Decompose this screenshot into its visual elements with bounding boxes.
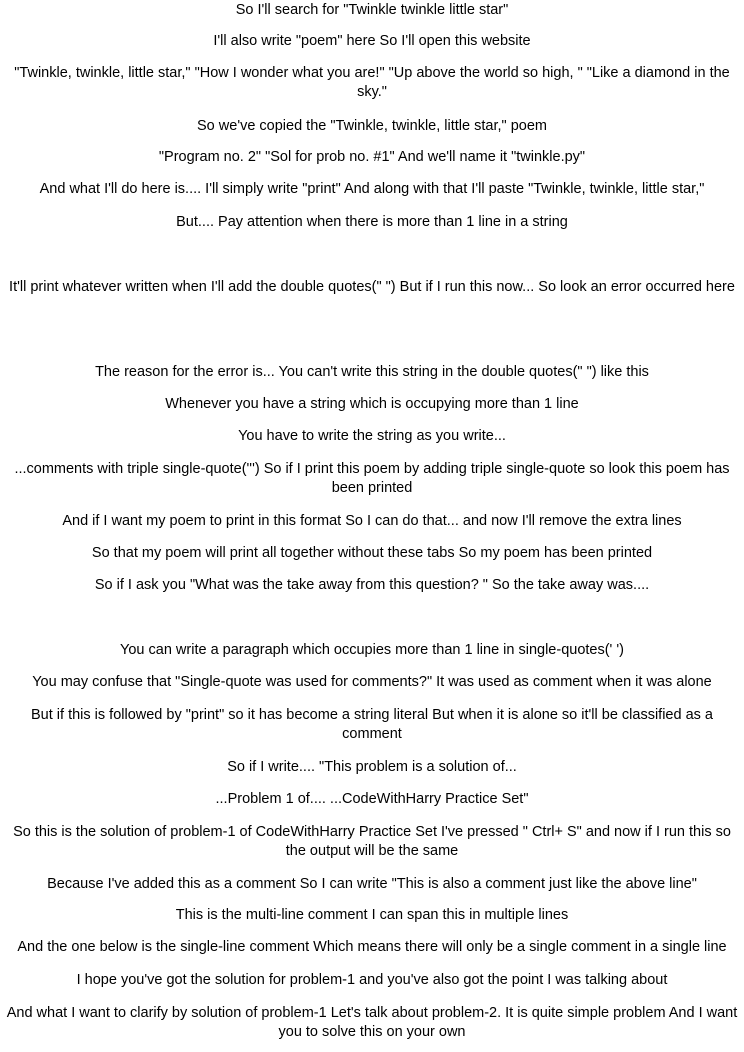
transcript-line: But if this is followed by "print" so it has become a string literal But when it is alone so it'll be classified as a comment [31,707,713,742]
transcript-line: So if I write.... "This problem is a solution of... [227,759,517,775]
transcript-line: So this is the solution of problem-1 of CodeWithHarry Practice Set I've pressed " Ctrl+ S" and now if I run this so the output will be the same [13,824,731,859]
transcript-line: It'll print whatever written when I'll add the double quotes(" ") But if I run this now... So look an error occurred here [9,279,735,295]
transcript-line: And what I'll do here is.... I'll simply write "print" And along with that I'll paste "Twinkle, twinkle, little star," [39,181,705,197]
transcript-line: "Twinkle, twinkle, little star," "How I wonder what you are!" "Up above the world so high, " "Like a diamond in the sky." [14,65,730,100]
transcript-line: I hope you've got the solution for problem-1 and you've also got the point I was talking about [76,972,668,988]
transcript-line: ...Problem 1 of.... ...CodeWithHarry Practice Set" [215,791,529,807]
transcript-line: So that my poem will print all together without these tabs So my poem has been printed [91,545,653,561]
transcript-line: And if I want my poem to print in this format So I can do that... and now I'll remove the extra lines [62,513,682,529]
transcript-line: ...comments with triple single-quote(''') So if I print this poem by adding triple single-quote so look this poem has been printed [14,461,730,496]
transcript-line: So I'll search for "Twinkle twinkle little star" [235,2,509,18]
transcript-line: This is the multi-line comment I can span this in multiple lines [175,907,569,923]
transcript-line: You have to write the string as you write... [238,428,506,444]
transcript-line: And the one below is the single-line comment Which means there will only be a single comment in a single line [17,939,727,955]
transcript-line: You can write a paragraph which occupies more than 1 line in single-quotes(' ') [120,642,624,658]
transcript-line: So we've copied the "Twinkle, twinkle, little star," poem [197,118,547,134]
transcript-line: Because I've added this as a comment So I can write "This is also a comment just like the above line" [47,876,697,892]
transcript-line: I'll also write "poem" here So I'll open this website [213,33,531,49]
transcript-line: You may confuse that "Single-quote was used for comments?" It was used as comment when it was alone [32,674,712,690]
transcript-line: The reason for the error is... You can't write this string in the double quotes(" ") like this [95,364,649,380]
transcript-line: So if I ask you "What was the take away from this question? " So the take away was.... [94,577,650,593]
transcript-line: And what I want to clarify by solution of problem-1 Let's talk about problem-2. It is quite simple problem And I want you to solve this on your own [6,1005,738,1040]
transcript-line: Whenever you have a string which is occupying more than 1 line [165,396,579,412]
transcript-line: "Program no. 2" "Sol for prob no. #1" And we'll name it "twinkle.py" [158,149,586,165]
transcript-line: But.... Pay attention when there is more than 1 line in a string [176,214,568,230]
